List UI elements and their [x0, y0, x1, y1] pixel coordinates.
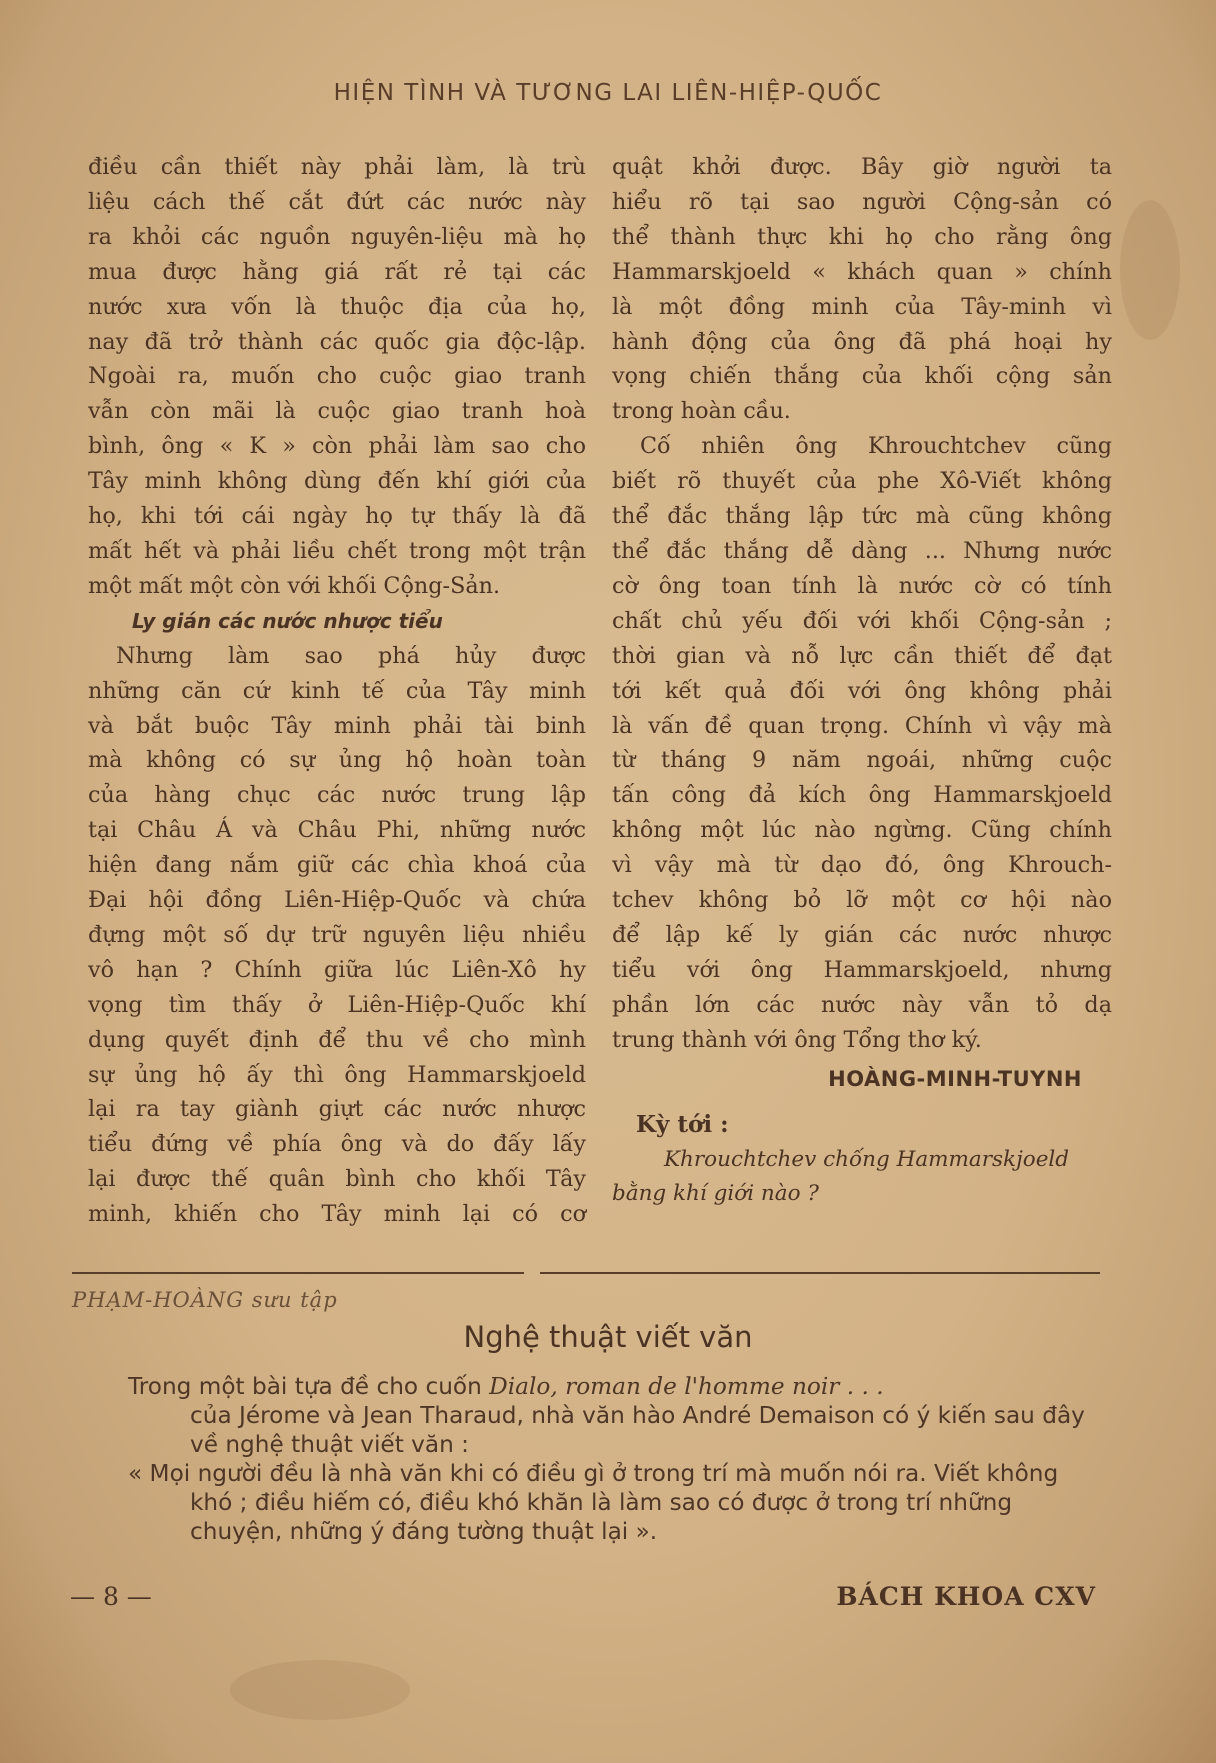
text-line: vì vậy mà từ dạo đó, ông Khrouch- — [612, 852, 1112, 879]
author-signature: HOÀNG-MINH-TUYNH — [828, 1066, 1082, 1091]
text-line: thể đắc thắng lập tức mà cũng không — [612, 503, 1112, 530]
text-line: phần lớn các nước này vẫn tỏ dạ — [612, 991, 1112, 1018]
text-line: họ, khi tới cái ngày họ tự thấy là đã — [88, 503, 586, 530]
text-line: tiểu với ông Hammarskjoeld, nhưng — [612, 956, 1112, 983]
text-line: của hàng chục các nước trung lập — [88, 782, 586, 809]
text-line: mất hết và phải liều chết trong một trận — [88, 537, 586, 564]
intro-text: Trong một bài tựa đề cho cuốn — [128, 1373, 490, 1400]
text-line: một mất một còn với khối Cộng-Sản. — [88, 572, 501, 599]
text-line: minh, khiến cho Tây minh lại có cơ — [88, 1201, 586, 1228]
next-issue-title: Khrouchtchev chống Hammarskjoeld bằng khí giới nào ? — [612, 1147, 1070, 1207]
text-line: chất chủ yếu đối với khối Cộng-sản ; — [612, 607, 1112, 634]
text-line: điều cần thiết này phải làm, là trù — [88, 154, 586, 180]
section-divider — [540, 1272, 1100, 1274]
text-line: không một lúc nào ngừng. Cũng chính — [612, 817, 1112, 844]
text-line: cờ ông toan tính là nước cờ có tính — [612, 572, 1112, 599]
article-title: Nghệ thuật viết văn — [463, 1320, 753, 1354]
text-line: mà không có sự ủng hộ hoàn toàn — [88, 747, 586, 774]
text-line: nước xưa vốn là thuộc địa của họ, — [88, 293, 586, 320]
text-line: dụng quyết định để thu về cho mình — [88, 1026, 586, 1053]
text-line: Hammarskjoeld « khách quan » chính — [612, 258, 1112, 285]
text-line: quật khởi được. Bây giờ người ta — [612, 154, 1112, 180]
paper-stain — [230, 1660, 410, 1720]
text-line: vẫn còn mãi là cuộc giao tranh hoà — [88, 398, 586, 425]
text-line: để lập kế ly gián các nước nhược — [612, 921, 1112, 948]
text-line: biết rõ thuyết của phe Xô-Viết không — [612, 468, 1112, 495]
compiler-credit: PHẠM-HOÀNG sưu tập — [72, 1288, 338, 1312]
publication-name: BÁCH KHOA CXV — [836, 1582, 1096, 1611]
text-line: tại Châu Á và Châu Phi, những nước — [88, 817, 586, 844]
article-quote: « Mọi người đều là nhà văn khi có điều gì ở trong trí mà muốn nói ra. Viết không khó ; điều hiếm có, điều khó khăn là làm sao có được ở trong trí những chuyện, những ý đáng tường thuật lại ». — [128, 1460, 1059, 1545]
text-line: bình, ông « K » còn phải làm sao cho — [88, 433, 586, 460]
paragraph — [612, 150, 1112, 429]
text-line: tiểu đứng về phía ông và do đấy lấy — [88, 1131, 586, 1158]
running-header: HIỆN TÌNH VÀ TƯƠNG LAI LIÊN-HIỆP-QUỐC — [333, 80, 883, 106]
text-line: vọng chiến thắng của khối cộng sản — [612, 363, 1112, 390]
text-line: từ tháng 9 năm ngoái, những cuộc — [612, 747, 1112, 774]
text-line: Ngoài ra, muốn cho cuộc giao tranh — [88, 363, 586, 390]
text-line: đựng một số dự trữ nguyên liệu nhiều — [88, 921, 586, 948]
right-column — [612, 150, 1112, 1211]
left-column — [88, 150, 586, 1232]
text-line: Cố nhiên ông Khrouchtchev cũng — [640, 433, 1112, 460]
text-line: lại được thế quân bình cho khối Tây — [88, 1166, 586, 1193]
paragraph — [88, 639, 586, 1232]
text-line: liệu cách thế cắt đứt các nước này — [88, 188, 586, 215]
article-intro — [128, 1372, 1096, 1401]
text-line: vô hạn ? Chính giữa lúc Liên-Xô hy — [88, 956, 586, 983]
text-line: thời gian và nỗ lực cần thiết để đạt — [612, 642, 1112, 669]
text-line: nay đã trở thành các quốc gia độc-lập. — [88, 328, 586, 355]
text-line: trong hoàn cầu. — [612, 398, 791, 425]
next-issue-label: Kỳ tới : — [636, 1111, 729, 1139]
page-number: — 8 — — [70, 1582, 152, 1611]
text-line: hiểu rõ tại sao người Cộng-sản có — [612, 188, 1112, 215]
text-line: tchev không bỏ lỡ một cơ hội nào — [612, 887, 1112, 914]
text-line: Nhưng làm sao phá hủy được — [116, 642, 586, 669]
section-subheading: Ly gián các nước nhược tiểu — [132, 608, 443, 633]
text-line: thể đắc thắng dễ dàng ... Nhưng nước — [612, 537, 1112, 564]
text-line: lại ra tay giành giựt các nước nhược — [88, 1096, 586, 1123]
text-line: ra khỏi các nguồn nguyên-liệu mà họ — [88, 223, 586, 250]
text-line: tới kết quả đối với ông không phải — [612, 677, 1112, 704]
paragraph — [88, 150, 586, 604]
text-line: thể thành thực khi họ cho rằng ông — [612, 223, 1112, 250]
book-title: Dialo, roman de l'homme noir . . . — [489, 1373, 884, 1400]
paper-stain — [1120, 200, 1180, 340]
text-line: Đại hội đồng Liên-Hiệp-Quốc và chứa — [88, 887, 586, 914]
text-line: là vấn đề quan trọng. Chính vì vậy mà — [612, 712, 1112, 739]
text-line: vọng tìm thấy ở Liên-Hiệp-Quốc khí — [88, 991, 586, 1018]
article-intro-continued: của Jérome và Jean Tharaud, nhà văn hào André Demaison có ý kiến sau đây về nghệ thuật viết văn : — [190, 1402, 1085, 1458]
text-line: và bắt buộc Tây minh phải tài binh — [88, 712, 586, 739]
text-line: hiện đang nắm giữ các chìa khoá của — [88, 852, 586, 879]
text-line: sự ủng hộ ấy thì ông Hammarskjoeld — [88, 1061, 586, 1088]
paragraph — [612, 429, 1112, 1057]
text-line: hành động của ông đã phá hoại hy — [612, 328, 1112, 355]
text-line: những căn cứ kinh tế của Tây minh — [88, 677, 586, 704]
text-line: trung thành với ông Tổng thơ ký. — [612, 1026, 982, 1053]
text-line: tấn công đả kích ông Hammarskjoeld — [612, 782, 1112, 809]
text-line: Tây minh không dùng đến khí giới của — [88, 468, 586, 495]
article-body — [128, 1372, 1096, 1546]
text-line: là một đồng minh của Tây-minh vì — [612, 293, 1112, 320]
text-line: mua được hằng giá rất rẻ tại các — [88, 258, 586, 285]
section-divider — [72, 1272, 524, 1274]
